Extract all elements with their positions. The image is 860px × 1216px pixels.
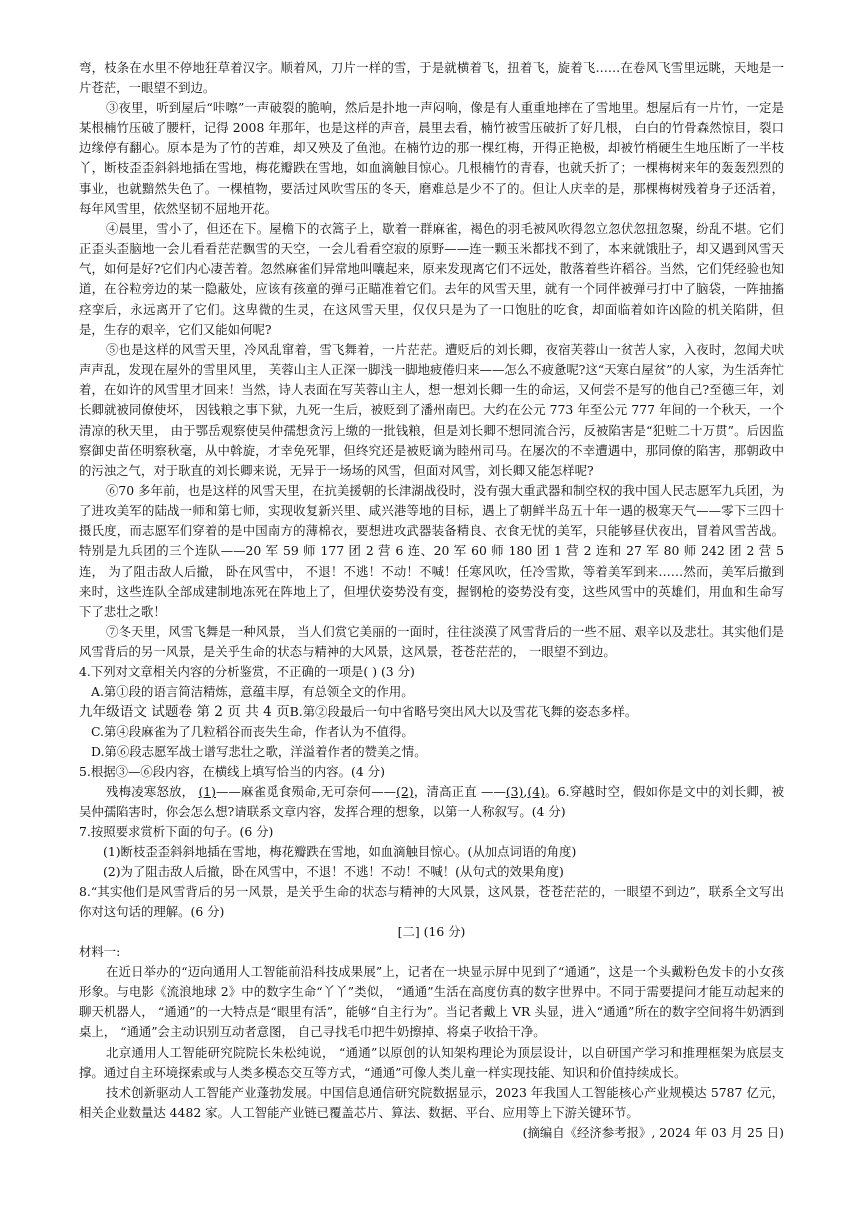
question-4-option-d: D.第⑥段志愿军战士谱写悲壮之歌，洋溢着作者的赞美之情。 <box>91 744 427 759</box>
q5-sep: , <box>523 784 528 799</box>
paragraph-4: ④晨里，雪小了，但还在下。屋檐下的衣篙子上，歇着一群麻雀，褐色的羽毛被风吹得忽立忽伏忽扭忽聚，纷乱不堪。它们正歪头歪脑地一会儿看看茫茫飘雪的天空，一会儿看看空寂的原野——连一颗玉米都找不到了，本来就饿肚子，却又遇到风雪天气，如何是好?它们内心凄苦着。忽然麻雀们异常地叫嚷起来，原来发现离它们不远处，散落着些许稻谷。当然，它们凭经验也知道，在谷粒旁边的某一隐蔽处，应该有孩童的弹弓正瞄准着它们。去年的风雪天里，就有一个同伴被弹弓打中了脑袋，一阵抽搐痉挛后，永远离开了它们。这卑微的生灵，在这风雪天里，仅仅只是为了一口饱肚的吃食，却面临着如许凶险的机关陷阱，但是，生存的艰辛，它们又能如何呢? <box>79 221 784 337</box>
paragraph-5: ⑤也是这样的风雪天里，冷风乱窜着，雪飞舞着，一片茫茫。遭贬后的刘长卿，夜宿芙蓉山一贫苦人家，入夜时，忽闻犬吠声声乱，发现在屋外的雪里风里， 芙蓉山主人正深一脚浅一脚地疲倦归来——怎么不疲惫呢?这“天寒白屋贫”的人家，为生活奔忙着，在如许的风雪里才回来！当然，诗人表面在写芙蓉山主人，想一想刘长卿一生的命运，又何尝不是写的他自己?至德三年，刘长卿就被同僚使坏， 因钱粮之事下狱，九死一生后，被贬到了潘州南巴。大约在公元 773 年至公元 777 年间的一个秋天，一个清凉的秋天里， 由于鄂岳观察使吴仲孺想贪污上缴的一批钱粮，但是刘长卿不想同流合污，反被陷害是“犯赃二十万贯”。后因监察御史苗伾明察秋毫，从中斡旋，才幸免死罪，但终究还是被贬谪为睦州司马。在屡次的不幸遭遇中，那同僚的陷害，那朝政中的污浊之气，对于耿直的刘长卿来说，无异于一场场的风雪，但面对风雪，刘长卿又能怎样呢? <box>79 342 784 478</box>
q5-text-a: 残梅凌寒怒放， <box>106 784 199 799</box>
question-4-option-a: A.第①段的语言简洁精炼，意蕴丰厚，有总领全文的作用。 <box>91 684 414 699</box>
question-6: 。6.穿越时空，假如你是文中的刘长卿，被吴仲孺陷害时，你会怎么想?请联系文章内容，发挥合理的想象，以第一人称叙写。(4 分) <box>79 784 784 820</box>
q5-text-c: ，清高正直 —— <box>413 784 506 799</box>
question-8: 8.“其实他们是风雪背后的另一风景，是关乎生命的状态与精神的大风景，这风景，苍苍茫茫的，一眼望不到边”，联系全文写出你对这句话的理解。(6 分) <box>79 884 784 920</box>
material-1-para-1: 在近日举办的“迈向通用人工智能前沿科技成果展”上，记者在一块显示屏中见到了“通通”，这是一个头戴粉色发卡的小女孩形象。与电影《流浪地球 2》中的数字生命“丫丫”类似， “通通”生活在高度仿真的数字世界中。不同于需要提问才能互动起来的聊天机器人， “通通”的一大特点是“眼里有活”，能够“自主行为”。当记者戴上 VR 头显，进入“通通”所在的数字空间将牛奶洒到桌上， “通通”会主动识别互动者意图， 自己寻找毛巾把牛奶擦掉、将桌子收拾干净。 <box>79 964 784 1040</box>
material-1-para-3: 技术创新驱动人工智能产业蓬勃发展。中国信息通信研究院数据显示，2023 年我国人工智能核心产业规模达 5787 亿元，相关企业数量达 4482 家。人工智能产业链已覆盖芯片、算法、数据、平台、应用等上下游关键环节。 <box>79 1085 784 1121</box>
question-5: 5.根据③—⑥段内容，在横线上填写恰当的内容。(4 分) <box>79 764 385 779</box>
material-label: 材料一: <box>79 944 121 959</box>
material-source: (摘编自《经济参考报》, 2024 年 03 月 25 日) <box>522 1125 784 1140</box>
question-4-option-c: C.第④段麻雀为了几粒稻谷而丧失生命，作者认为不值得。 <box>91 724 414 739</box>
question-7: 7.按照要求赏析下面的句子。(6 分) <box>79 824 274 839</box>
paragraph-6: ⑥70 多年前，也是这样的风雪天里，在抗美援朝的长津湖战役时，没有强大重武器和制空权的我中国人民志愿军九兵团，为了进攻美军的陆战一师和第七师，实现收复新兴里、咸兴港等地的目标，遇上了朝鲜半岛五十年一遇的极寒天气——零下三四十摄氏度，而志愿军们穿着的是中国南方的薄棉衣，要想进攻武器装备精良、衣食无忧的美军，只能够昼伏夜出，冒着风雪苦战。特别是九兵团的三个连队——20 军 59 师 177 团 2 营 6 连、20 军 60 师 180 团 1 营 2 连和 27 军 80 师 242 团 2 营 5 连， 为了阻击敌人后撤， 卧在风雪中， 不退！不逃！不动！不喊！任寒风吹，任冷雪欺，等着美军到来……然而，美军后撤到来时，这些连队全部成建制地冻死在阵地上了，但埋伏姿势没有变，握钢枪的姿势没有变，这些风雪中的英雄们，用血和生命写下了悲壮之歌！ <box>79 483 784 619</box>
section-2-heading: [二] (16 分) <box>397 924 466 939</box>
question-4-option-b: B.第②段最后一句中省略号突出风大以及雪花飞舞的姿态多样。 <box>289 704 638 719</box>
page-footer: 九年级语文 试题卷 第 2 页 共 4 页 <box>79 704 290 720</box>
question-4-option-b-line <box>79 702 784 722</box>
question-5-blanks <box>79 782 784 822</box>
paragraph-7: ⑦冬天里，风雪飞舞是一种风景， 当人们赏它美丽的一面时，往往淡漠了风雪背后的一些不屈、艰辛以及悲壮。其实他们是风雪背后的另一风景，是关乎生命的状态与精神的大风景，这风景，苍苍茫茫的， 一眼望不到边。 <box>79 624 784 660</box>
q5-text-b: ——麻雀觅食殒命,无可奈何—— <box>216 784 397 799</box>
blank-1[interactable]: (1) <box>198 784 216 799</box>
question-4: 4.下列对文章相关内容的分析鉴赏，不正确的一项是( ) (3 分) <box>79 664 415 679</box>
blank-3[interactable]: (3) <box>505 784 524 799</box>
blank-4[interactable]: (4) <box>527 784 545 799</box>
question-7-2: (2)为了阻击敌人后撤，卧在风雪中，不退！不逃！不动！不喊！(从句式的效果角度) <box>103 864 564 879</box>
question-7-1: (1)断枝歪歪斜斜地插在雪地，梅花瓣跌在雪地，如血滴触目惊心。(从加点词语的角度) <box>103 844 577 859</box>
paragraph-3: ③夜里，听到屋后“咔嚓”一声破裂的脆响，然后是扑地一声闷响，像是有人重重地摔在了雪地里。想屋后有一片竹，一定是某根楠竹压破了腰杆，记得 2008 年那年，也是这样的声音，晨里去看，楠竹被雪压破折了好几根， 白白的竹骨森然惊目，裂口边缘停有翻心。原本是为了竹的苦难，却又殃及了鱼池。在楠竹边的那一棵红梅，开得正艳极，却被竹梢硬生生地压断了一半枝丫，断枝歪歪斜斜地插在雪地，梅花瓣跌在雪地，如血滴触目惊心。几根楠竹的青春，也就夭折了；一棵梅树来年的轰轰烈烈的事业，也就黯然失色了。一棵植物，要活过风吹雪压的冬天，磨难总是少不了的。但让人庆幸的是，那棵梅树残着身子还活着，每年风雪里，依然坚韧不屈地开花。 <box>79 100 784 216</box>
paragraph-2-tail: 弯，枝条在水里不停地狂草着汉字。顺着风，刀片一样的雪，于是就横着飞，扭着飞，旋着飞……在卷风飞雪里远眺，天地是一片苍茫，一眼望不到边。 <box>79 60 784 96</box>
material-1-para-2: 北京通用人工智能研究院院长朱松纯说， “通通”以原创的认知架构理论为顶层设计，以自研国产学习和推理框架为底层支撑。通过自主环境探索或与人类多模态交互等方式，“通通”可像人类儿童一样实现技能、知识和价值持续成长。 <box>79 1045 784 1081</box>
blank-2[interactable]: (2) <box>396 784 414 799</box>
